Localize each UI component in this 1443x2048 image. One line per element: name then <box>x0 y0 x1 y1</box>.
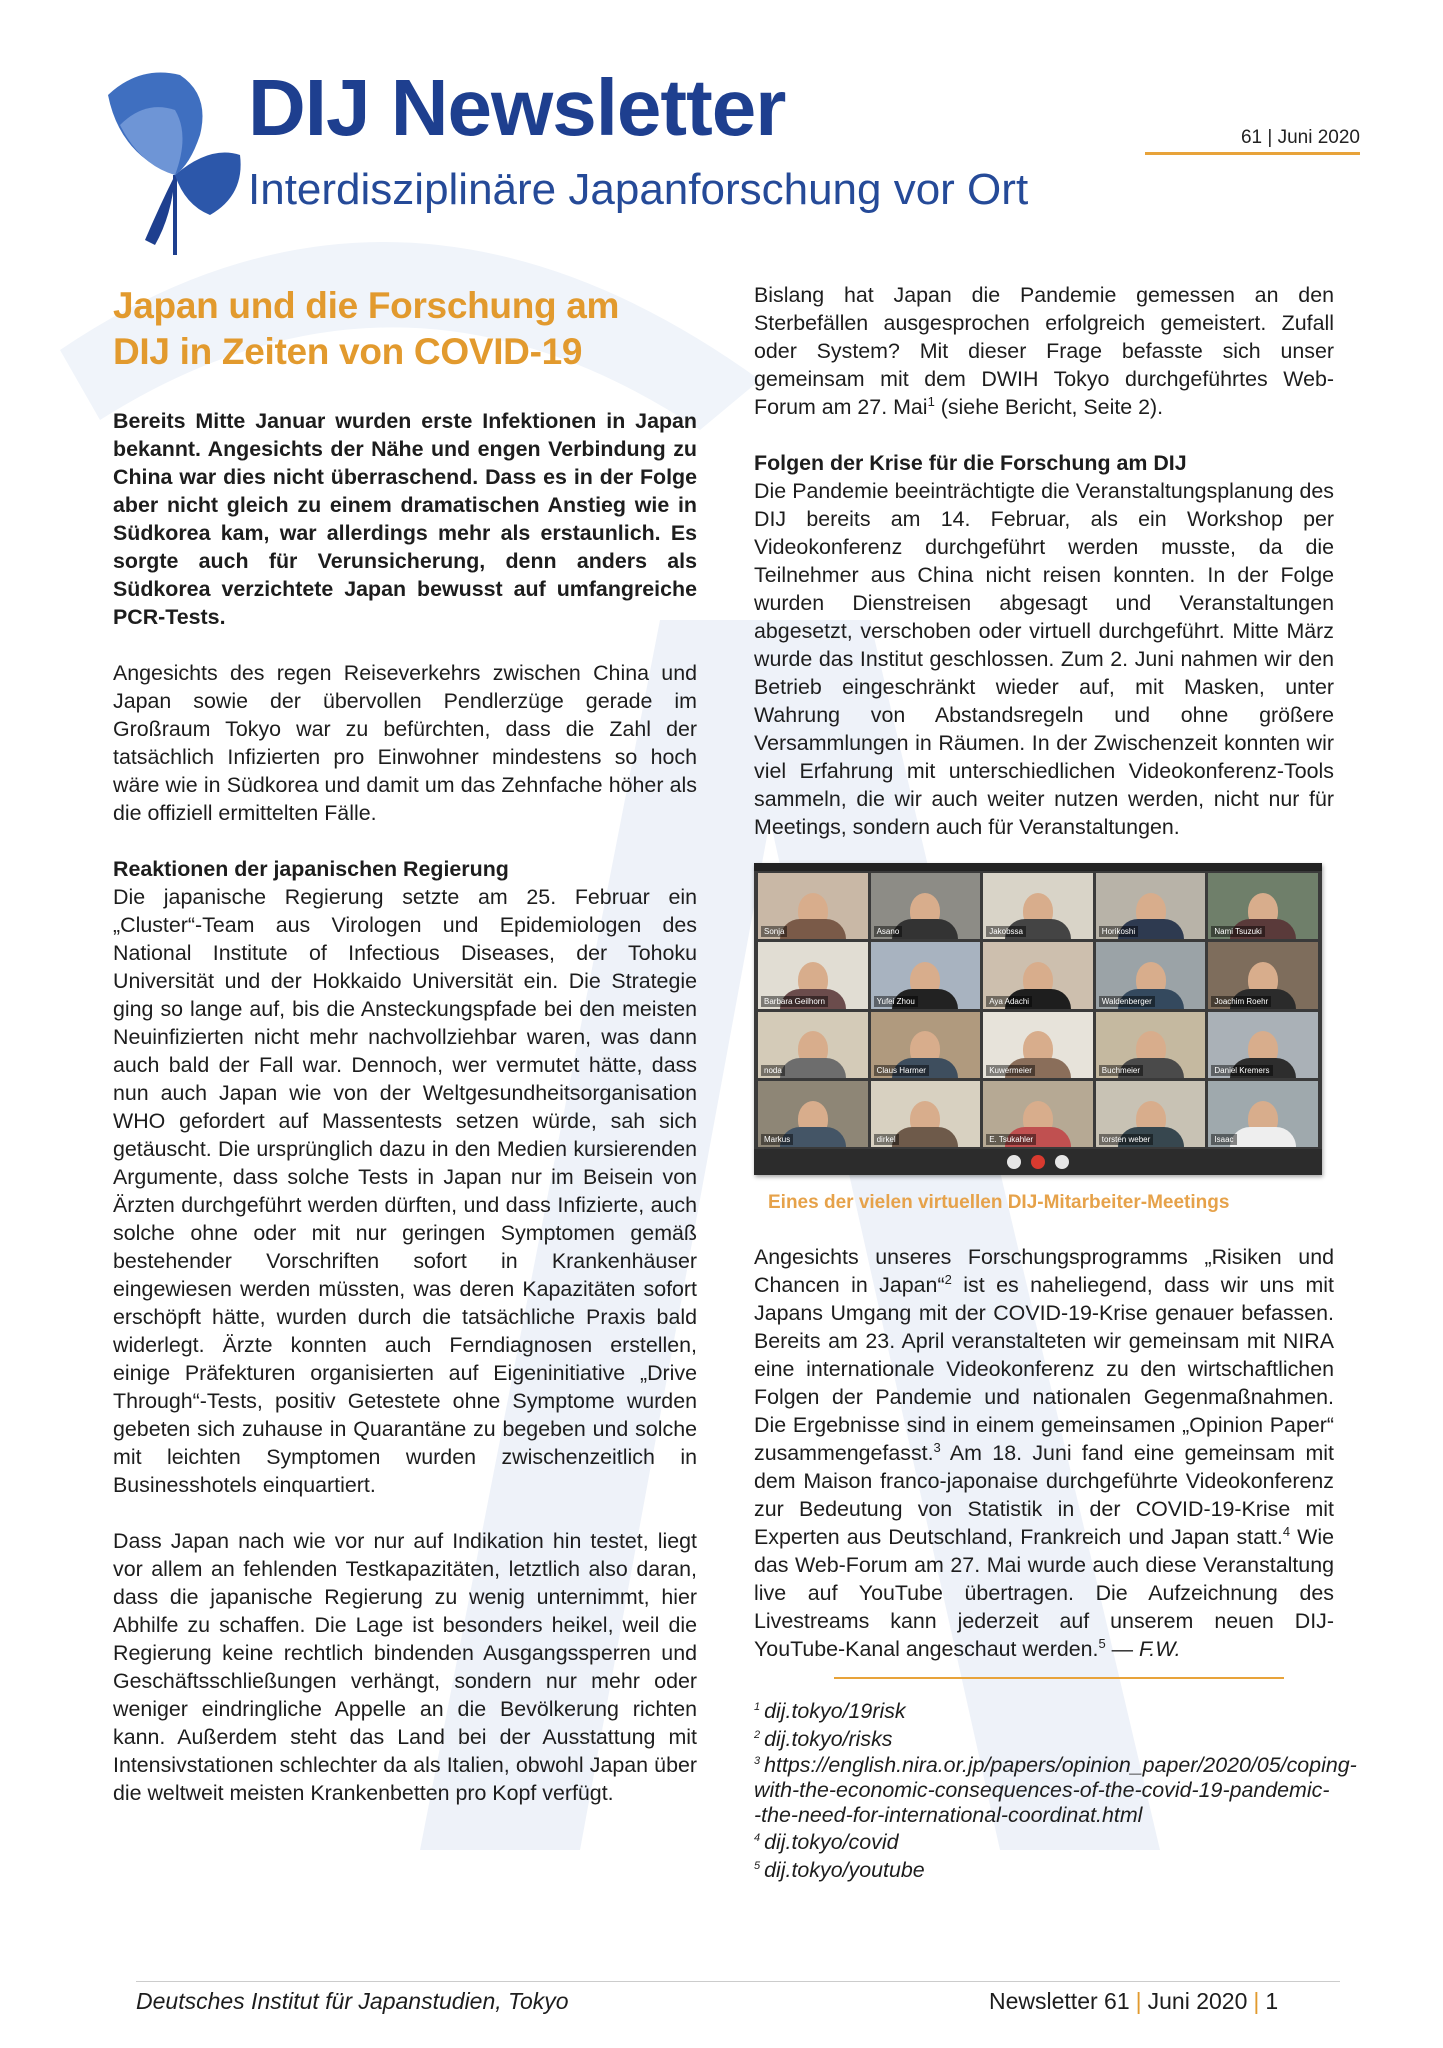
video-tile <box>758 1012 868 1078</box>
footer-institute: Deutsches Institut für Japanstudien, Tokyo <box>136 1988 569 2014</box>
video-tile <box>758 873 868 939</box>
author-signature: F.W. <box>1139 1637 1181 1661</box>
participant-name: Sonja <box>761 926 787 937</box>
participant-name: Kuwermeier <box>986 1065 1035 1076</box>
participant-name: Asano <box>874 926 903 937</box>
footer-date: Juni 2020 <box>1147 1988 1248 2014</box>
video-tile-grid <box>758 873 1318 1147</box>
participant-name: Buchmeier <box>1099 1065 1143 1076</box>
footnote-number: 3 <box>754 1754 761 1767</box>
footnote-number: 5 <box>754 1859 761 1872</box>
camera-icon <box>1055 1155 1069 1169</box>
footnote-link-1[interactable]: dij.tokyo/19risk <box>764 1699 906 1723</box>
program-text-b: ist es naheliegend, dass wir uns mit Japans Umgang mit der COVID-19-Krise genauer befassen. Bereits am 23. April veranstalteten wir gemeinsam mit NIRA eine internationale Videokonferenz zu den wirtschaftlichen Folgen der Pandemie und nationalen Gegenmaßnahmen. Die Ergebnisse sind in einem gemeinsamen „Opinion Paper“ zusammengefasst. <box>754 1273 1334 1465</box>
paragraph-travel: Angesichts des regen Reiseverkehrs zwischen China und Japan sowie der übervollen Pendlerzüge gerade im Großraum Tokyo war zu befürchten, dass die Zahl der tatsächlich Infizierten pro Einwohner mindestens so hoch wäre wie in Südkorea und damit um das Zehnfache höher als die offiziell ermittelten Fälle. <box>113 661 697 825</box>
participant-body <box>1230 1127 1296 1147</box>
lead-paragraph: Bereits Mitte Januar wurden erste Infektionen in Japan bekannt. Angesichts der Nähe und engen Verbindung zu China war dies nicht überraschend. Dass es in der Folge aber nicht gleich zu einem dramatischen Anstieg wie in Südkorea kam, war allerdings mehr als erstaunlich. Es sorgte auch für Verunsicherung, denn anders als Südkorea verzichtete Japan bewusst auf umfangreiche PCR-Tests. <box>113 409 697 629</box>
footnotes <box>754 1697 1357 1884</box>
footnote-ref-4[interactable]: 4 <box>1282 1523 1291 1539</box>
page-number: 1 <box>1265 1988 1279 2014</box>
footnote-ref-5[interactable]: 5 <box>1098 1635 1106 1651</box>
program-text-c: Am 18. Juni fand eine gemeinsam mit dem Maison franco-japonaise durchgeführte Videokonferenz zur Bedeutung von Statistik in der COVID-19-Krise mit Experten aus Deutschland, Frankreich und Japan statt. <box>754 1441 1334 1549</box>
participant-name: Jakobssa <box>986 926 1026 937</box>
participant-name: noda <box>761 1065 785 1076</box>
footnote-3 <box>754 1753 1357 1828</box>
meeting-photo <box>754 863 1322 1175</box>
participant-body <box>780 1058 846 1078</box>
video-tile <box>871 1012 981 1078</box>
video-tile <box>1096 873 1206 939</box>
video-tile <box>871 1081 981 1147</box>
intro-text: Bislang hat Japan die Pandemie gemessen an den Sterbefällen ausgesprochen erfolgreich gemeistert. Zufall oder System? Mit dieser Frage befasste sich unser gemeinsam mit dem DWIH Tokyo durchgeführtes Web-Forum am 27. Mai <box>754 283 1334 419</box>
paragraph-intro-right <box>754 281 1334 421</box>
program-text-e: — <box>1105 1637 1139 1661</box>
footnote-ref-3[interactable]: 3 <box>933 1439 941 1455</box>
paragraph-research: Die Pandemie beeinträchtigte die Veranstaltungsplanung des DIJ bereits am 14. Februar, als ein Workshop per Videokonferenz durchgeführt werden musste, da die Teilnehmer aus China nicht reisen konnten. In der Folge wurden Dienstreisen abgesagt und Veranstaltungen abgesetzt, verschoben oder virtuell durchgeführt. Mitte März wurde das Institut geschlossen. Zum 2. Juni nahmen wir den Betrieb eingeschränkt wieder auf, mit Masken, unter Wahrung von Abstandsregeln und ohne größere Versammlungen in Räumen. In der Zwischenzeit konnten wir viel Erfahrung mit unterschiedlichen Videokonferenz-Tools sammeln, die wir auch weiter nutzen werden, nicht nur für Meetings, sondern auch für Veranstaltungen. <box>754 479 1334 839</box>
intro-text-end: (siehe Bericht, Seite 2). <box>934 395 1164 419</box>
subhead-government: Reaktionen der japanischen Regierung <box>113 857 509 881</box>
participant-name: Barbara Geilhorn <box>761 996 828 1007</box>
video-tile <box>983 942 1093 1008</box>
headline-line-1: Japan und die Forschung am <box>113 285 620 326</box>
footnote-number: 1 <box>754 1700 761 1713</box>
mic-icon <box>1007 1155 1021 1169</box>
participant-name: Aya Adachi <box>986 996 1032 1007</box>
participant-name: dirkel <box>874 1134 899 1145</box>
program-text-d: Wie das Web-Forum am 27. Mai wurde auch diese Veranstaltung live auf YouTube übertragen. Die Aufzeichnung des Livestreams kann jederzeit auf unserem neuen DIJ-YouTube-Kanal angeschaut werden. <box>754 1525 1334 1661</box>
video-tile <box>871 873 981 939</box>
footnote-rule <box>834 1677 1284 1679</box>
footnote-ref-1[interactable]: 1 <box>927 393 935 409</box>
participant-name: torsten weber <box>1099 1134 1153 1145</box>
left-column <box>113 283 697 1807</box>
video-tile <box>1096 1012 1206 1078</box>
article-headline <box>113 283 697 375</box>
video-tile <box>1096 1081 1206 1147</box>
participant-body <box>780 919 846 939</box>
video-tile <box>983 1081 1093 1147</box>
photo-caption: Eines der vielen virtuellen DIJ-Mitarbeiter-Meetings <box>768 1192 1230 1213</box>
participant-name: Horikoshi <box>1099 926 1138 937</box>
footnote-link-4[interactable]: dij.tokyo/covid <box>764 1830 899 1854</box>
video-tile <box>983 873 1093 939</box>
paragraph-program <box>754 1243 1334 1663</box>
video-tile <box>758 942 868 1008</box>
paragraph-government: Die japanische Regierung setzte am 25. Februar ein „Cluster“-Team aus Virologen und Epidemiologen des National Institute of Infectious Diseases, der Tohoku Universität und der Hokkaido Universität ein. Die Strategie ging so lange auf, bis die Ansteckungspfade bei den meisten Neuinfizierten nicht mehr nachvollziehbar waren, was dann auch bald der Fall war. Dennoch, wer vermutet hätte, dass nun auch Japan wie von der Weltgesundheitsorganisation WHO gefordert auf Massentests setzen würde, sah sich getäuscht. Die ursprünglich dazu in den Medien kursierenden Argumente, dass solche Tests in Japan nur im Beisein von Ärzten durchgeführt werden dürften, und dass Infizierte, auch solche ohne oder mit nur geringen Symptomen gemäß bestehender Vorschriften sofort in Krankenhäuser eingewiesen werden müssten, was deren Kapazitäten sofort erschöpft hätte, wurden durch die tatsächliche Praxis bald widerlegt. Ärzte konnten auch Ferndiagnosen erstellen, einige Präfekturen organisierten auf Eigeninitiative „Drive Through“-Tests, positiv Getestete ohne Symptome wurden gebeten sich zuhause in Quarantäne zu begeben und solche mit leichten Symptomen wurden zwischenzeitlich in Businesshotels einquartiert. <box>113 885 697 1497</box>
footer-separator: | <box>1253 1988 1260 2014</box>
footer-separator: | <box>1135 1988 1142 2014</box>
video-controls-bar <box>754 1149 1322 1175</box>
footnote-5 <box>754 1856 1334 1884</box>
video-tile <box>758 1081 868 1147</box>
paragraph-testing: Dass Japan nach wie vor nur auf Indikation hin testet, liegt vor allem an fehlenden Testkapazitäten, letztlich also daran, dass die japanische Regierung zu wenig unternimmt, hier Abhilfe zu schaffen. Die Lage ist besonders heikel, weil die Regierung keine rechtlich bindenden Ausgangssperren und Geschäftsschließungen verhängt, sondern nur mehr oder weniger eindringliche Appelle an die Bevölkerung richten kann. Außerdem steht das Land bei der Ausstattung mit Intensivstationen schlechter da als Italien, obwohl Japan über die weltweit meisten Krankenbetten pro Kopf verfügt. <box>113 1529 697 1805</box>
participant-body <box>892 919 958 939</box>
video-tile <box>1096 942 1206 1008</box>
right-column <box>754 281 1357 1884</box>
participant-name: Joachim Roehr <box>1211 996 1271 1007</box>
footer-rule <box>136 1981 1340 1982</box>
headline-line-2: DIJ in Zeiten von COVID-19 <box>113 331 583 372</box>
footnote-link-2[interactable]: dij.tokyo/risks <box>764 1727 893 1751</box>
end-call-icon <box>1031 1155 1045 1169</box>
footnote-link-3[interactable]: https://english.nira.or.jp/papers/opinion_paper/2020/05/coping-with-the-economic-consequences-of-the-covid-19-pandemic--the-need-for-international-coordinat.html <box>754 1753 1357 1827</box>
ginkgo-leaf-logo-icon <box>100 55 250 260</box>
issue-rule <box>1145 152 1360 155</box>
participant-name: Markus <box>761 1134 793 1145</box>
footnote-link-5[interactable]: dij.tokyo/youtube <box>764 1858 925 1882</box>
participant-name: Claus Harmer <box>874 1065 929 1076</box>
footer-issue-info <box>989 1988 1278 2015</box>
subhead-research: Folgen der Krise für die Forschung am DIJ <box>754 451 1187 475</box>
participant-body <box>892 1127 958 1147</box>
photo-top-bar <box>754 863 1322 871</box>
footnote-1 <box>754 1697 1334 1725</box>
participant-name: Isaac <box>1211 1134 1236 1145</box>
video-tile <box>871 942 981 1008</box>
footnote-number: 2 <box>754 1728 761 1741</box>
video-tile <box>1208 1012 1318 1078</box>
video-tile <box>1208 942 1318 1008</box>
video-tile <box>1208 1081 1318 1147</box>
footnote-2 <box>754 1725 1334 1753</box>
newsletter-title: DIJ Newsletter <box>248 63 786 152</box>
participant-name: Nami Tsuzuki <box>1211 926 1264 937</box>
footnote-ref-2[interactable]: 2 <box>944 1271 952 1287</box>
newsletter-subtitle: Interdisziplinäre Japanforschung vor Ort <box>248 165 1029 214</box>
issue-label: 61 | Juni 2020 <box>1240 127 1360 148</box>
participant-name: Yufei Zhou <box>874 996 918 1007</box>
participant-name: Daniel Kremers <box>1211 1065 1272 1076</box>
footer-newsletter: Newsletter 61 <box>989 1988 1130 2014</box>
video-tile <box>1208 873 1318 939</box>
program-text-a: Angesichts unseres Forschungsprogramms „Risiken und Chancen in Japan“ <box>754 1245 1334 1297</box>
video-tile <box>983 1012 1093 1078</box>
participant-name: E. Tsukahler <box>986 1134 1036 1145</box>
footnote-number: 4 <box>754 1831 761 1844</box>
participant-name: Waldenberger <box>1099 996 1155 1007</box>
footnote-4 <box>754 1828 1334 1856</box>
